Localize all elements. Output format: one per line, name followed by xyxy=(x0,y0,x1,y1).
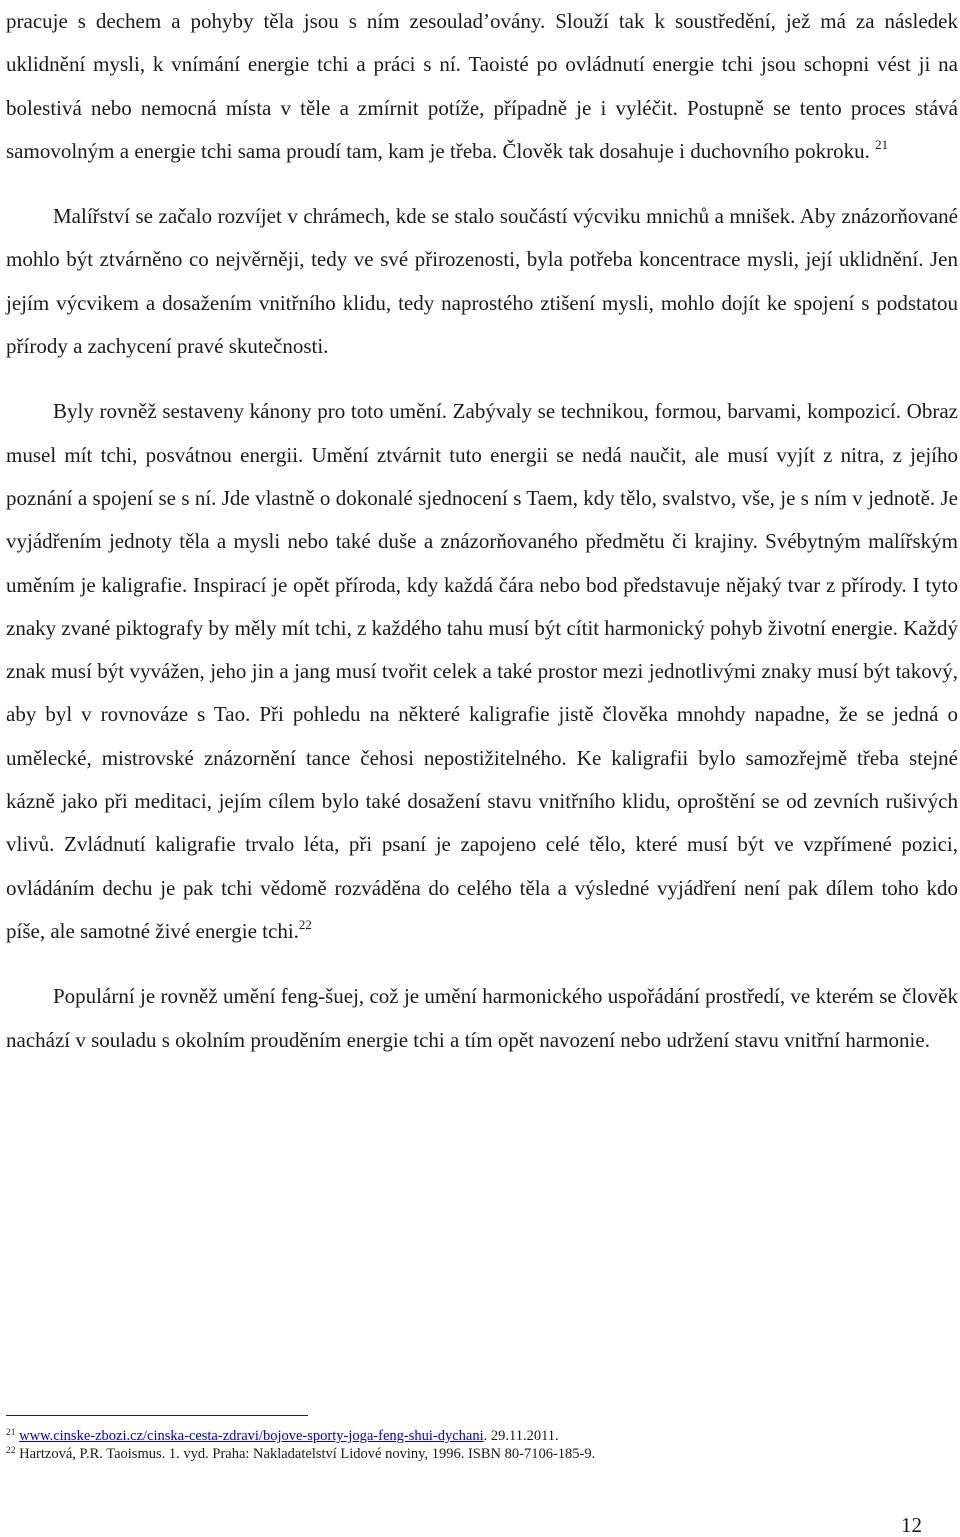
document-body xyxy=(6,0,958,1062)
paragraph-text: pracuje s dechem a pohyby těla jsou s ním zesouladʼovány. Slouží tak k soustředění, jež má za následek uklidnění mysli, k vnímání energie tchi a práci s ní. Taoisté po ovládnutí energie tchi jsou schopni vést ji na bolestivá nebo nemocná místa v těle a zmírnit potíže, případně je i vyléčit. Postupně se tento proces stává samovolným a energie tchi sama proudí tam, kam je třeba. Člověk tak dosahuje i duchovního pokroku. xyxy=(6,9,958,163)
footnote-21 xyxy=(6,1427,958,1445)
footnote-separator xyxy=(6,1415,308,1416)
footnote-ref-22[interactable]: 22 xyxy=(298,916,312,932)
footnote-22 xyxy=(6,1445,958,1463)
footnote-text: Hartzová, P.R. Taoismus. 1. vyd. Praha: Nakladatelství Lidové noviny, 1996. ISBN 80-7106-185-9. xyxy=(19,1446,596,1462)
paragraph-text: Byly rovněž sestaveny kánony pro toto umění. Zabývaly se technikou, formou, barvami, kompozicí. Obraz musel mít tchi, posvátnou energii. Umění ztvárnit tuto energii se nedá naučit, ale musí vyjít z nitra, z jejího poznání a spojení se s ní. Jde vlastně o dokonalé sjednocení s Taem, kdy tělo, svalstvo, vše, je s ním v jednotě. Je vyjádřením jednoty těla a mysli nebo také duše a znázorňovaného předmětu či krajiny. Svébytným malířským uměním je kaligrafie. Inspirací je opět příroda, kdy každá čára nebo bod představuje nějaký tvar z přírody. I tyto znaky zvané piktografy by měly mít tchi, z každého tahu musí být cítit harmonický pohyb životní energie. Každý znak musí být vyvážen, jeho jin a jang musí tvořit celek a také prostor mezi jednotlivými znaky musí být takový, aby byl v rovnováze s Tao. Při pohledu na některé kaligrafie jistě člověka mnohdy napadne, že se jedná o umělecké, mistrovské znázornění tance čehosi nepostižitelného. Ke kaligrafii bylo samozřejmě třeba stejné kázně jako při meditaci, jejím cílem bylo také dosažení stavu vnitřního klidu, oproštění se od zevních rušivých vlivů. Zvládnutí kaligrafie trvalo léta, při psaní je zapojeno celé tělo, které musí být ve vzpřímené pozici, ovládáním dechu je pak tchi vědomě rozváděna do celého těla a výsledné vyjádření není pak dílem toho kdo píše, ale samotné živé energie tchi. xyxy=(6,399,958,943)
page-number: 12 xyxy=(901,1513,922,1537)
footnote-text: . 29.11.2011. xyxy=(483,1428,559,1444)
footnote-number: 22 xyxy=(6,1446,16,1456)
footnotes-section xyxy=(6,1415,958,1463)
paragraph-feng-shui xyxy=(6,975,958,1062)
paragraph-text: Populární je rovněž umění feng-šuej, což je umění harmonického uspořádání prostředí, ve kterém se člověk nachází v souladu s okolním prouděním energie tchi a tím opět navození nebo udržení stavu vnitřní harmonie. xyxy=(6,984,958,1052)
paragraph-painting xyxy=(6,195,958,368)
paragraph-continuation xyxy=(6,0,958,173)
paragraph-text: Malířství se začalo rozvíjet v chrámech, kde se stalo součástí výcviku mnichů a mnišek. Aby znázorňované mohlo být ztvárněno co nejvěrněji, tedy ve své přirozenosti, byla potřeba koncentrace mysli, její uklidnění. Jen jejím výcvikem a dosažením vnitřního klidu, tedy naprostého ztišení mysli, mohlo dojít ke spojení s podstatou přírody a zachycení pravé skutečnosti. xyxy=(6,204,958,359)
footnote-link[interactable]: www.cinske-zbozi.cz/cinska-cesta-zdravi/bojove-sporty-joga-feng-shui-dychani xyxy=(19,1428,484,1444)
paragraph-canons xyxy=(6,390,958,953)
footnote-number: 21 xyxy=(6,1428,16,1438)
footnote-ref-21[interactable]: 21 xyxy=(875,136,889,152)
